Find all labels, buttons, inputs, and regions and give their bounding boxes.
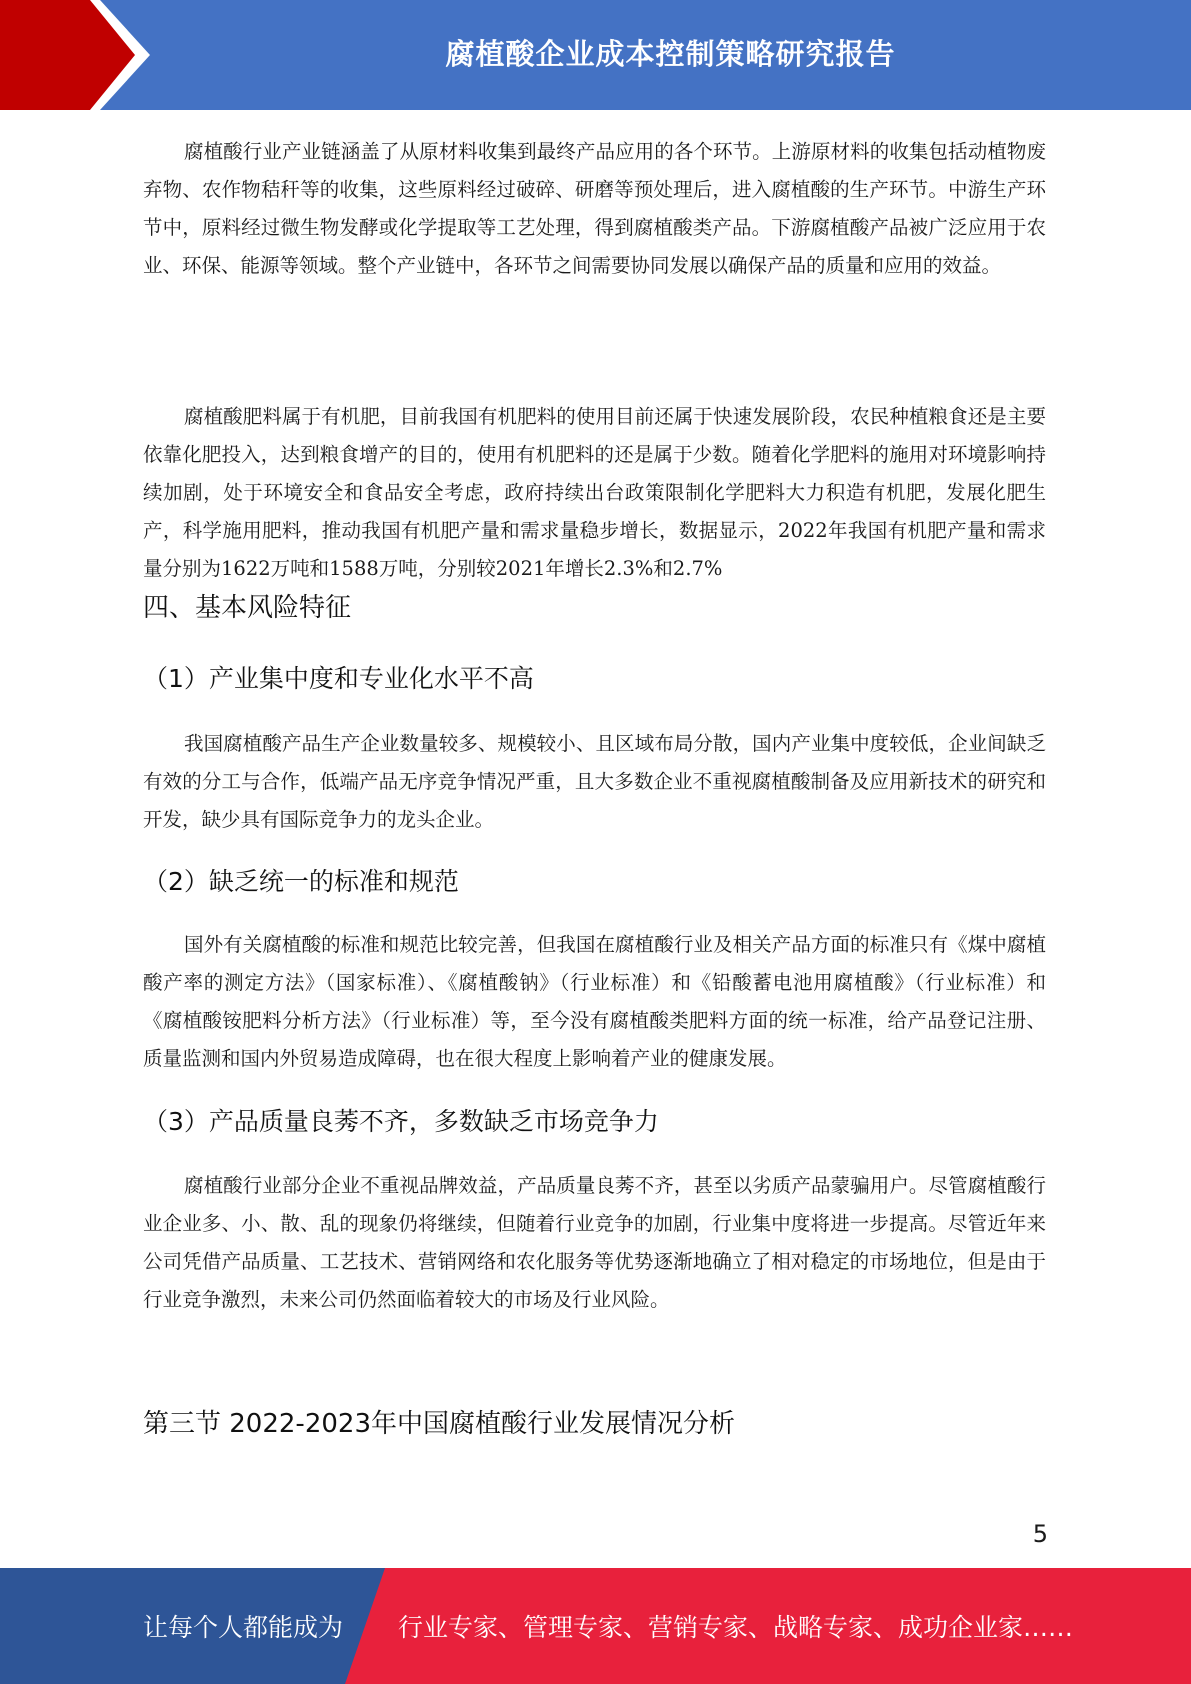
page-number: 5 xyxy=(1032,1520,1048,1548)
header-banner xyxy=(0,0,1191,110)
paragraph-concentration: 我国腐植酸产品生产企业数量较多、规模较小、且区域布局分散，国内产业集中度较低，企业间缺乏有效的分工与合作，低端产品无序竞争情况严重，且大多数企业不重视腐植酸制备及应用新技术的研究和开发，缺少具有国际竞争力的龙头企业。 xyxy=(143,732,1046,831)
paragraph-organic-fertilizer: 腐植酸肥料属于有机肥，目前我国有机肥料的使用目前还属于快速发展阶段，农民种植粮食还是主要依靠化肥投入，达到粮食增产的目的，使用有机肥料的还是属于少数。随着化学肥料的施用对环境影响持续加剧，处于环境安全和食品安全考虑，政府持续出台政策限制化学肥料大力积造有机肥，发展化肥生产，科学施用肥料，推动我国有机肥产量和需求量稳步增长，数据显示，2022年我国有机肥产量和需求量分别为1622万吨和1588万吨，分别较2021年增长2.3%和2.7% xyxy=(143,405,1046,580)
subheading-concentration: （1）产业集中度和专业化水平不高 xyxy=(143,664,534,693)
paragraph-industry-chain: 腐植酸行业产业链涵盖了从原材料收集到最终产品应用的各个环节。上游原材料的收集包括动植物废弃物、农作物秸秆等的收集，这些原料经过破碎、研磨等预处理后，进入腐植酸的生产环节。中游生产环节中，原料经过微生物发酵或化学提取等工艺处理，得到腐植酸类产品。下游腐植酸产品被广泛应用于农业、环保、能源等领域。整个产业链中，各环节之间需要协同发展以确保产品的质量和应用的效益。 xyxy=(143,140,1046,277)
section-heading-risk: 四、基本风险特征 xyxy=(143,593,352,623)
document-title: 腐植酸企业成本控制策略研究报告 xyxy=(445,36,896,71)
header-arrow-decoration xyxy=(0,0,150,110)
subheading-standards: （2）缺乏统一的标准和规范 xyxy=(143,867,459,896)
footer-banner xyxy=(0,1568,1191,1684)
subheading-quality: （3）产品质量良莠不齐，多数缺乏市场竞争力 xyxy=(143,1107,659,1136)
footer-slogan-left: 让每个人都能成为 xyxy=(143,1613,344,1642)
paragraph-standards: 国外有关腐植酸的标准和规范比较完善，但我国在腐植酸行业及相关产品方面的标准只有《煤中腐植酸产率的测定方法》（国家标准）、《腐植酸钠》（行业标准）和《铅酸蓄电池用腐植酸》（行业标准）和《腐植酸铵肥料分析方法》（行业标准）等，至今没有腐植酸类肥料方面的统一标准，给产品登记注册、质量监测和国内外贸易造成障碍，也在很大程度上影响着产业的健康发展。 xyxy=(143,933,1046,1070)
footer-slogan-right: 行业专家、管理专家、营销专家、战略专家、成功企业家…… xyxy=(398,1613,1074,1642)
paragraph-quality: 腐植酸行业部分企业不重视品牌效益，产品质量良莠不齐，甚至以劣质产品蒙骗用户。尽管腐植酸行业企业多、小、散、乱的现象仍将继续，但随着行业竞争的加剧，行业集中度将进一步提高。尽管近年来公司凭借产品质量、工艺技术、营销网络和农化服务等优势逐渐地确立了相对稳定的市场地位，但是由于行业竞争激烈，未来公司仍然面临着较大的市场及行业风险。 xyxy=(143,1174,1046,1311)
section-heading-development: 第三节 2022-2023年中国腐植酸行业发展情况分析 xyxy=(143,1409,735,1439)
